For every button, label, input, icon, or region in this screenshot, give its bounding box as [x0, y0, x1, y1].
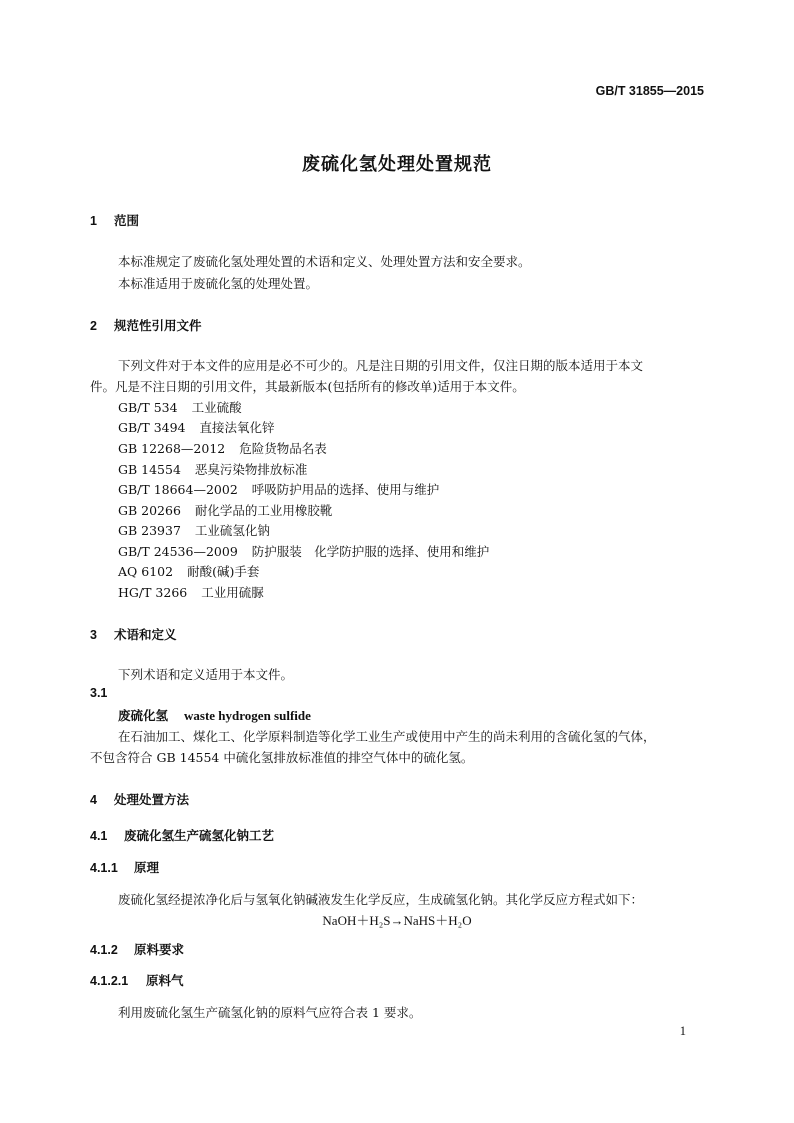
- section-4-heading: [90, 790, 189, 808]
- reference-code: GB/T 18664—2002: [118, 482, 238, 497]
- subsection-title: 废硫化氢生产硫氢化钠工艺: [124, 828, 275, 843]
- term-number: 3.1: [90, 686, 108, 700]
- reference-code: GB 12268—2012: [118, 441, 226, 456]
- reference-name: 直接法氧化锌: [199, 420, 275, 435]
- subsection-4-1-heading: [90, 826, 274, 844]
- reference-item: [118, 418, 275, 436]
- term-definition-continuation: 不包含符合 GB 14554 中硫化氢排放标准值的排空气体中的硫化氢。: [90, 750, 474, 765]
- reference-item: [118, 501, 332, 519]
- subsection-number: 4.1.2.1: [90, 974, 129, 988]
- section-2-heading: [90, 316, 202, 334]
- reference-name: 工业用硫脲: [201, 585, 264, 600]
- paragraph: 废硫化氢经提浓净化后与氢氧化钠碱液发生化学反应，生成硫氢化钠。其化学反应方程式如下：: [118, 892, 644, 907]
- reference-item: [118, 480, 439, 498]
- reference-item: [118, 542, 489, 560]
- reference-code: GB 14554: [118, 462, 181, 477]
- chemical-equation: NaOH＋H₂S→NaHS＋H₂O: [322, 913, 472, 928]
- term-english: waste hydrogen sulfide: [184, 708, 311, 723]
- reference-name: 恶臭污染物排放标准: [194, 462, 308, 477]
- term-chinese: 废硫化氢: [118, 708, 169, 723]
- paragraph-continuation: 件。凡是不注日期的引用文件，其最新版本(包括所有的修改单)适用于本文件。: [90, 379, 525, 394]
- subsection-4-1-2-1-heading: [90, 971, 184, 989]
- section-number: 3: [90, 628, 97, 642]
- paragraph: 本标准规定了废硫化氢处理处置的术语和定义、处理处置方法和安全要求。: [118, 254, 531, 269]
- reference-name: 防护服装 化学防护服的选择、使用和维护: [251, 544, 490, 559]
- subsection-number: 4.1.1: [90, 861, 118, 875]
- reference-item: [118, 521, 270, 539]
- reference-code: GB 23937: [118, 523, 181, 538]
- reference-item: [118, 583, 264, 601]
- reference-item: [118, 439, 327, 457]
- term-entry: [118, 706, 311, 724]
- subsection-title: 原理: [134, 860, 160, 875]
- subsection-4-1-1-heading: [90, 858, 159, 876]
- subsection-4-1-2-heading: [90, 940, 184, 958]
- standard-number: GB/T 31855—2015: [595, 84, 704, 98]
- reference-code: GB/T 24536—2009: [118, 544, 238, 559]
- reference-item: [118, 562, 259, 580]
- reference-name: 耐酸(碱)手套: [187, 564, 260, 579]
- reference-name: 危险货物品名表: [239, 441, 327, 456]
- term-definition: 在石油加工、煤化工、化学原料制造等化学工业生产或使用中产生的尚未利用的含硫化氢的气体，: [118, 729, 656, 744]
- page-title: 废硫化氢处理处置规范: [302, 154, 492, 175]
- section-number: 2: [90, 319, 97, 333]
- section-title: 处理处置方法: [114, 792, 190, 807]
- reference-code: GB/T 534: [118, 400, 178, 415]
- section-title: 术语和定义: [114, 627, 177, 642]
- paragraph: 下列术语和定义适用于本文件。: [118, 667, 294, 682]
- reference-code: GB/T 3494: [118, 420, 186, 435]
- section-title: 范围: [114, 213, 140, 228]
- paragraph: 本标准适用于废硫化氢的处理处置。: [118, 276, 319, 291]
- subsection-title: 原料气: [146, 973, 184, 988]
- subsection-number: 4.1: [90, 829, 108, 843]
- reference-code: AQ 6102: [118, 564, 174, 579]
- reference-code: GB 20266: [118, 503, 181, 518]
- section-title: 规范性引用文件: [114, 318, 202, 333]
- reference-name: 工业硫氢化钠: [194, 523, 270, 538]
- section-number: 4: [90, 793, 97, 807]
- section-number: 1: [90, 214, 97, 228]
- subsection-number: 4.1.2: [90, 943, 118, 957]
- paragraph: 利用废硫化氢生产硫氢化钠的原料气应符合表 1 要求。: [118, 1005, 422, 1020]
- reference-name: 工业硫酸: [191, 400, 242, 415]
- reference-name: 呼吸防护用品的选择、使用与维护: [251, 482, 440, 497]
- reference-name: 耐化学品的工业用橡胶靴: [194, 503, 333, 518]
- reference-item: [118, 398, 242, 416]
- reference-code: HG/T 3266: [118, 585, 188, 600]
- reference-item: [118, 460, 307, 478]
- page-number: 1: [679, 1024, 686, 1038]
- subsection-title: 原料要求: [134, 942, 185, 957]
- section-3-heading: [90, 625, 177, 643]
- paragraph: 下列文件对于本文件的应用是必不可少的。凡是注日期的引用文件，仅注日期的版本适用于本文: [118, 358, 644, 373]
- section-1-heading: [90, 211, 139, 229]
